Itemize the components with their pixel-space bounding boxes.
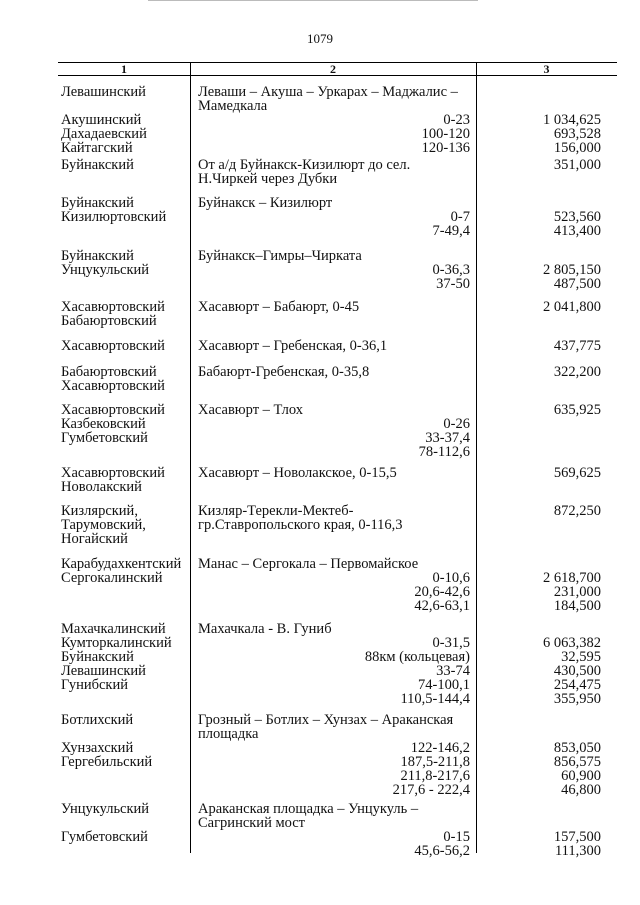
road-segment-km: 110,5-144,4: [400, 691, 470, 707]
cost-value: 111,300: [554, 843, 601, 859]
district-name: Акушинский: [61, 112, 142, 128]
road-cell: [198, 85, 470, 155]
column-divider: [190, 63, 191, 853]
road-segment-km: 0-36,3: [432, 262, 470, 278]
road-segment-km: 122-146,2: [410, 740, 470, 756]
road-name: Н.Чиркей через Дубки: [198, 171, 338, 187]
road-name: площадка: [198, 726, 259, 742]
district-name: Гумбетовский: [61, 430, 148, 446]
district-cell: [61, 365, 189, 393]
cost-value: 231,000: [553, 584, 601, 600]
road-segment-km: 0-23: [443, 112, 470, 128]
district-cell: [61, 557, 189, 585]
district-cell: [61, 249, 189, 277]
road-name: Махачкала - В. Гуниб: [198, 621, 332, 637]
cost-value: 853,050: [553, 740, 601, 756]
cost-value: 2 041,800: [543, 299, 601, 315]
district-name: Хасавюртовский: [61, 465, 165, 481]
district-name: Кизлярский,: [61, 503, 138, 519]
road-name: От а/д Буйнакск-Кизилюрт до сел.: [198, 157, 411, 173]
road-cell: [198, 249, 470, 291]
road-segment-km: 0-7: [450, 209, 470, 225]
cost-value: [478, 802, 601, 816]
road-segment-km: 187,5-211,8: [400, 754, 470, 770]
district-name: [61, 99, 189, 113]
road-segment-km: 0-15: [443, 829, 470, 845]
district-cell: [61, 300, 189, 328]
value-cell: [478, 713, 601, 797]
district-name: [61, 727, 189, 741]
district-name: Казбековский: [61, 416, 146, 432]
road-name: Бабаюрт-Гребенская, 0-35,8: [198, 364, 370, 380]
district-name: Карабудахкентский: [61, 556, 182, 572]
road-name: Сагринский мост: [198, 815, 306, 831]
road-name: Буйнакск – Кизилюрт: [198, 195, 333, 211]
road-segment-km: 78-112,6: [418, 444, 470, 460]
value-cell: [478, 85, 601, 155]
district-cell: [61, 196, 189, 224]
district-name: Новолакский: [61, 479, 142, 495]
column-divider: [476, 63, 477, 853]
road-name: Хасавюрт – Тлох: [198, 402, 304, 418]
road-cell: [198, 403, 470, 459]
district-name: Хасавюртовский: [61, 378, 165, 394]
district-name: Буйнакский: [61, 157, 134, 173]
cost-value: 6 063,382: [543, 635, 601, 651]
district-name: Унцукульский: [61, 801, 150, 817]
district-name: Тарумовский,: [61, 517, 146, 533]
road-cell: [198, 466, 470, 480]
district-cell: [61, 713, 189, 769]
cost-value: 635,925: [553, 402, 601, 418]
header-col-1: 1: [121, 62, 127, 76]
value-cell: [478, 158, 601, 172]
road-segment-km: 217,6 - 222,4: [392, 782, 470, 798]
district-name: Махачкалинский: [61, 621, 166, 637]
district-name: Бабаюртовский: [61, 313, 157, 329]
cost-value: 523,560: [553, 209, 601, 225]
road-name: Араканская площадка – Унцукуль –: [198, 801, 419, 817]
district-cell: [61, 158, 189, 172]
district-name: Гунибский: [61, 677, 128, 693]
cost-value: 856,575: [553, 754, 601, 770]
road-segment-km: 45,6-56,2: [414, 843, 470, 859]
district-cell: [61, 403, 189, 445]
value-cell: [478, 196, 601, 238]
district-cell: [61, 339, 189, 353]
cost-value: [478, 557, 601, 571]
data-table: [58, 62, 617, 859]
cost-value: 355,950: [553, 691, 601, 707]
district-name: Хасавюртовский: [61, 299, 165, 315]
road-name: Хасавюрт – Новолакское, 0-15,5: [198, 465, 397, 481]
road-segment-km: 0-31,5: [432, 635, 470, 651]
district-name: Буйнакский: [61, 195, 134, 211]
cost-value: [478, 99, 601, 113]
cost-value: 184,500: [553, 598, 601, 614]
cost-value: [478, 85, 601, 99]
road-name: Буйнакск–Гимры–Чирката: [198, 248, 362, 264]
value-cell: [478, 249, 601, 291]
page-number: 1079: [307, 31, 333, 46]
road-segment-km: 20,6-42,6: [414, 584, 470, 600]
header-col-2: 2: [330, 62, 336, 76]
district-name: Унцукульский: [61, 262, 150, 278]
district-name: Кизилюртовский: [61, 209, 167, 225]
cost-value: [478, 196, 601, 210]
value-cell: [478, 300, 601, 314]
road-segment-km: 88км (кольцевая): [364, 649, 470, 665]
district-name: Кумторкалинский: [61, 635, 172, 651]
road-segment-km: 33-74: [436, 663, 470, 679]
header-col-3: 3: [543, 62, 550, 76]
district-name: Левашинский: [61, 663, 146, 679]
road-segment-km: 120-136: [421, 140, 470, 156]
district-name: Кайтагский: [61, 140, 133, 156]
road-segment-km: 0-10,6: [432, 570, 470, 586]
road-name: Мамедкала: [198, 98, 268, 114]
road-segment-km: 211,8-217,6: [400, 768, 470, 784]
road-cell: [198, 196, 470, 238]
road-cell: [198, 557, 470, 613]
road-segment-km: 42,6-63,1: [414, 598, 470, 614]
road-name: Манас – Сергокала – Первомайское: [198, 556, 419, 572]
cost-value: 1 034,625: [543, 112, 601, 128]
road-segment-km: 37-50: [436, 276, 470, 292]
road-cell: [198, 158, 470, 186]
cost-value: [478, 727, 601, 741]
road-segment-km: 74-100,1: [418, 677, 470, 693]
road-name: Хасавюрт – Гребенская, 0-36,1: [198, 338, 388, 354]
district-name: Гергебильский: [61, 754, 153, 770]
district-name: Буйнакский: [61, 248, 134, 264]
district-cell: [61, 466, 189, 494]
road-name: Леваши – Акуша – Уркарах – Маджалис –: [198, 84, 458, 100]
district-name: Ботлихский: [61, 712, 134, 728]
value-cell: [478, 365, 601, 379]
road-name: Хасавюрт – Бабаюрт, 0-45: [198, 299, 360, 315]
district-name: Левашинский: [61, 84, 146, 100]
cost-value: 872,250: [553, 503, 601, 519]
cost-value: [478, 622, 601, 636]
district-name: Гумбетовский: [61, 829, 148, 845]
table-header: [58, 63, 617, 76]
district-name: Хасавюртовский: [61, 338, 165, 354]
cost-value: 322,200: [553, 364, 601, 380]
value-cell: [478, 403, 601, 417]
road-name: гр.Ставропольского края, 0-116,3: [198, 517, 403, 533]
road-cell: [198, 365, 470, 379]
cost-value: 487,500: [553, 276, 601, 292]
cost-value: 32,595: [561, 649, 601, 665]
road-segment-km: 0-26: [443, 416, 470, 432]
cost-value: 157,500: [553, 829, 601, 845]
cost-value: [478, 713, 601, 727]
value-cell: [478, 622, 601, 706]
cost-value: 254,475: [553, 677, 601, 693]
cost-value: 437,775: [553, 338, 601, 354]
road-cell: [198, 339, 470, 353]
cost-value: 2 805,150: [543, 262, 601, 278]
value-cell: [478, 466, 601, 480]
road-segment-km: 100-120: [421, 126, 470, 142]
road-cell: [198, 622, 470, 706]
district-name: Бабаюртовский: [61, 364, 157, 380]
road-cell: [198, 802, 470, 858]
road-cell: [198, 300, 470, 314]
cost-value: [478, 249, 601, 263]
cost-value: 693,528: [553, 126, 601, 142]
road-segment-km: 7-49,4: [432, 223, 470, 239]
cost-value: 156,000: [553, 140, 601, 156]
value-cell: [478, 339, 601, 353]
value-cell: [478, 504, 601, 518]
value-cell: [478, 557, 601, 613]
district-name: Буйнакский: [61, 649, 134, 665]
cost-value: 413,400: [553, 223, 601, 239]
district-name: Ногайский: [61, 531, 128, 547]
road-name: Кизляр-Терекли-Мектеб-: [198, 503, 354, 519]
road-cell: [198, 504, 470, 532]
cost-value: 60,900: [561, 768, 601, 784]
cost-value: 351,000: [553, 157, 601, 173]
value-cell: [478, 802, 601, 858]
scan-top-edge: [148, 0, 478, 2]
district-cell: [61, 504, 189, 546]
cost-value: 46,800: [561, 782, 601, 798]
district-name: Дахадаевский: [61, 126, 147, 142]
district-cell: [61, 622, 189, 692]
district-name: Хасавюртовский: [61, 402, 165, 418]
cost-value: 2 618,700: [543, 570, 601, 586]
district-name: [61, 816, 189, 830]
district-cell: [61, 802, 189, 844]
road-cell: [198, 713, 470, 797]
cost-value: 430,500: [553, 663, 601, 679]
district-name: Сергокалинский: [61, 570, 163, 586]
cost-value: 569,625: [553, 465, 601, 481]
district-cell: [61, 85, 189, 155]
district-name: Хунзахский: [61, 740, 134, 756]
road-segment-km: 33-37,4: [425, 430, 470, 446]
cost-value: [478, 816, 601, 830]
road-name: Грозный – Ботлих – Хунзах – Араканская: [198, 712, 454, 728]
